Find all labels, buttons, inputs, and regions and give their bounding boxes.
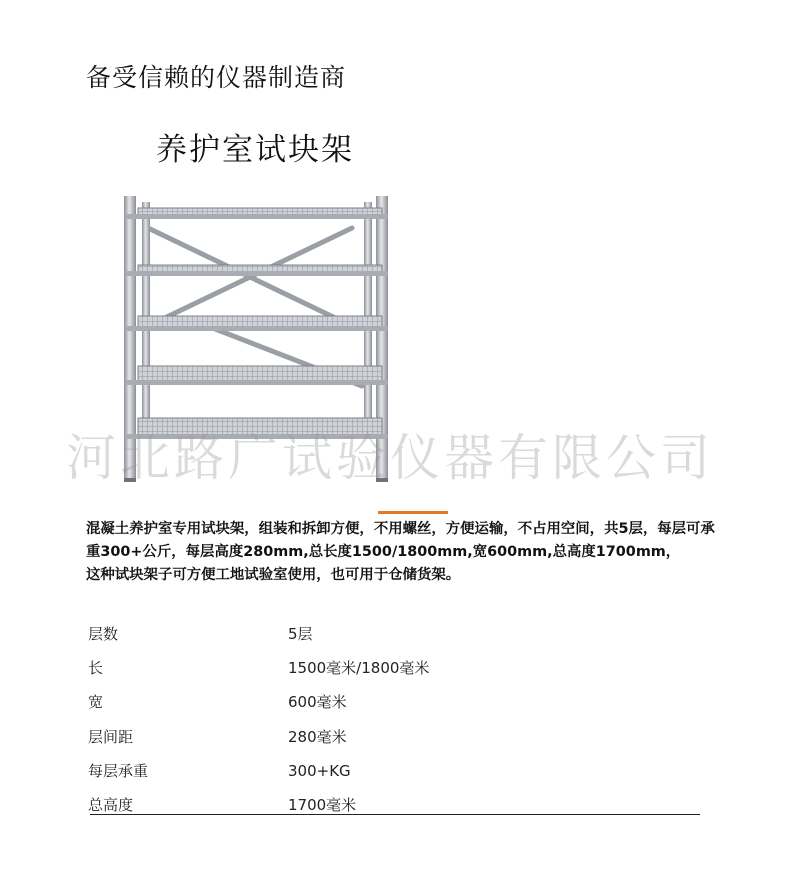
spec-row xyxy=(86,685,706,719)
bottom-divider xyxy=(90,814,700,815)
spec-row xyxy=(86,754,706,788)
spec-row xyxy=(86,720,706,754)
spec-label: 长 xyxy=(88,659,104,678)
spec-label: 总高度 xyxy=(88,795,134,814)
product-description xyxy=(86,518,726,587)
spec-label: 层间距 xyxy=(88,727,134,746)
tagline: 备受信赖的仪器制造商 xyxy=(86,63,347,92)
spec-table xyxy=(86,617,706,822)
spec-row xyxy=(86,788,706,822)
spec-row xyxy=(86,651,706,685)
spec-row xyxy=(86,617,706,651)
accent-line xyxy=(378,511,448,514)
spec-value: 300+KG xyxy=(288,761,351,780)
spec-value: 600毫米 xyxy=(288,693,347,712)
page-title: 养护室试块架 xyxy=(156,132,354,168)
spec-label: 每层承重 xyxy=(88,761,149,780)
spec-label: 层数 xyxy=(88,625,119,643)
spec-value: 1500毫米/1800毫米 xyxy=(288,659,430,678)
spec-value: 280毫米 xyxy=(288,727,347,746)
spec-value: 5层 xyxy=(288,625,313,643)
watermark: 河北路广试验仪器有限公司 xyxy=(66,429,714,487)
description-paragraph: 这种试块架子可方便工地试验室使用，也可用于仓储货架。 xyxy=(86,567,461,583)
spec-label: 宽 xyxy=(88,693,104,712)
description-paragraph: 混凝土养护室专用试块架，组装和拆卸方便，不用螺丝，方便运输，不占用空间，共5层，每层可承重300+公斤，每层高度280mm,总长度1500/1800mm,宽600mm,总高度1700mm， xyxy=(86,521,715,560)
spec-value: 1700毫米 xyxy=(288,795,357,814)
